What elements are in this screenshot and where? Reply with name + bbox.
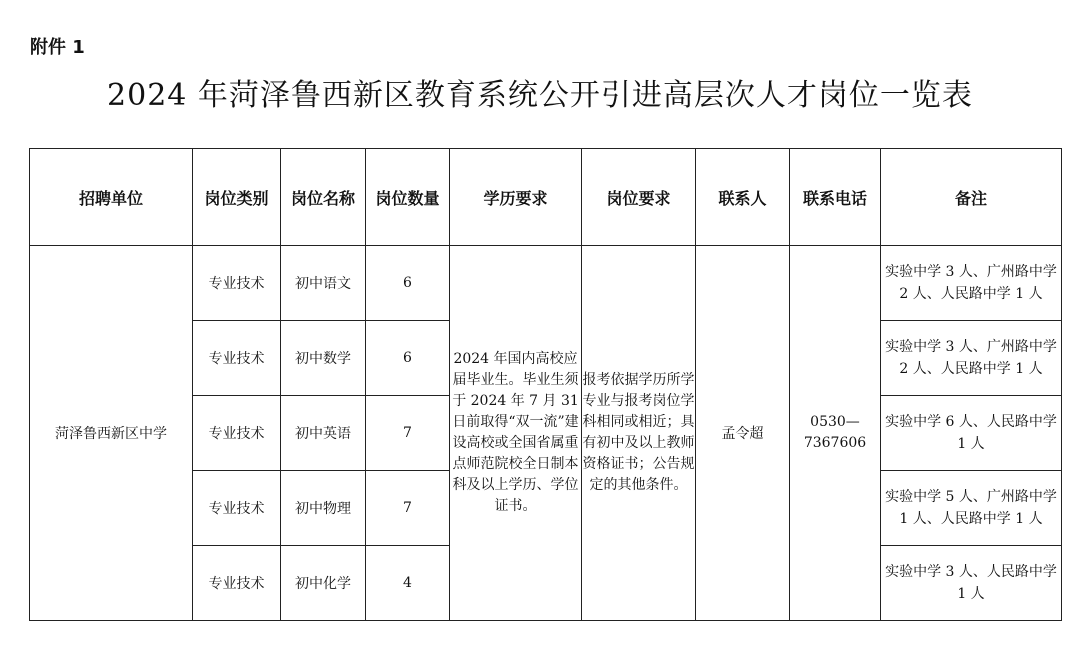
note-cell: 实验中学 3 人、人民路中学 1 人 [881,546,1062,621]
position-name-cell: 初中物理 [281,471,366,546]
positions-table [29,148,1062,621]
position-count-cell: 7 [366,396,450,471]
position-name-cell: 初中英语 [281,396,366,471]
header-contact: 联系人 [696,149,790,246]
header-education: 学历要求 [450,149,582,246]
note-cell: 实验中学 3 人、广州路中学 2 人、人民路中学 1 人 [881,246,1062,321]
position-name-cell: 初中语文 [281,246,366,321]
category-cell: 专业技术 [193,471,281,546]
header-category: 岗位类别 [193,149,281,246]
category-cell: 专业技术 [193,321,281,396]
position-count-cell: 6 [366,246,450,321]
header-position-name: 岗位名称 [281,149,366,246]
education-requirement-cell: 2024 年国内高校应届毕业生。毕业生须于 2024 年 7 月 31 日前取得“双一流”建设高校或全国省属重点师范院校全日制本科及以上学历、学位证书。 [450,246,582,621]
position-name-cell: 初中化学 [281,546,366,621]
header-unit: 招聘单位 [30,149,193,246]
category-cell: 专业技术 [193,246,281,321]
position-name-cell: 初中数学 [281,321,366,396]
phone-cell: 0530—7367606 [790,246,881,621]
contact-cell: 孟令超 [696,246,790,621]
note-cell: 实验中学 5 人、广州路中学 1 人、人民路中学 1 人 [881,471,1062,546]
position-count-cell: 7 [366,471,450,546]
header-phone: 联系电话 [790,149,881,246]
note-cell: 实验中学 3 人、广州路中学 2 人、人民路中学 1 人 [881,321,1062,396]
note-cell: 实验中学 6 人、人民路中学 1 人 [881,396,1062,471]
unit-cell: 菏泽鲁西新区中学 [30,246,193,621]
page-title: 2024 年菏泽鲁西新区教育系统公开引进高层次人才岗位一览表 [107,78,973,113]
header-notes: 备注 [881,149,1062,246]
position-count-cell: 6 [366,321,450,396]
header-position-count: 岗位数量 [366,149,450,246]
header-row [30,149,1062,246]
attachment-label: 附件 1 [30,37,85,58]
category-cell: 专业技术 [193,396,281,471]
category-cell: 专业技术 [193,546,281,621]
position-count-cell: 4 [366,546,450,621]
table-row [30,246,1062,321]
header-requirements: 岗位要求 [582,149,696,246]
position-requirement-cell: 报考依据学历所学专业与报考岗位学科相同或相近；具有初中及以上教师资格证书；公告规定的其他条件。 [582,246,696,621]
